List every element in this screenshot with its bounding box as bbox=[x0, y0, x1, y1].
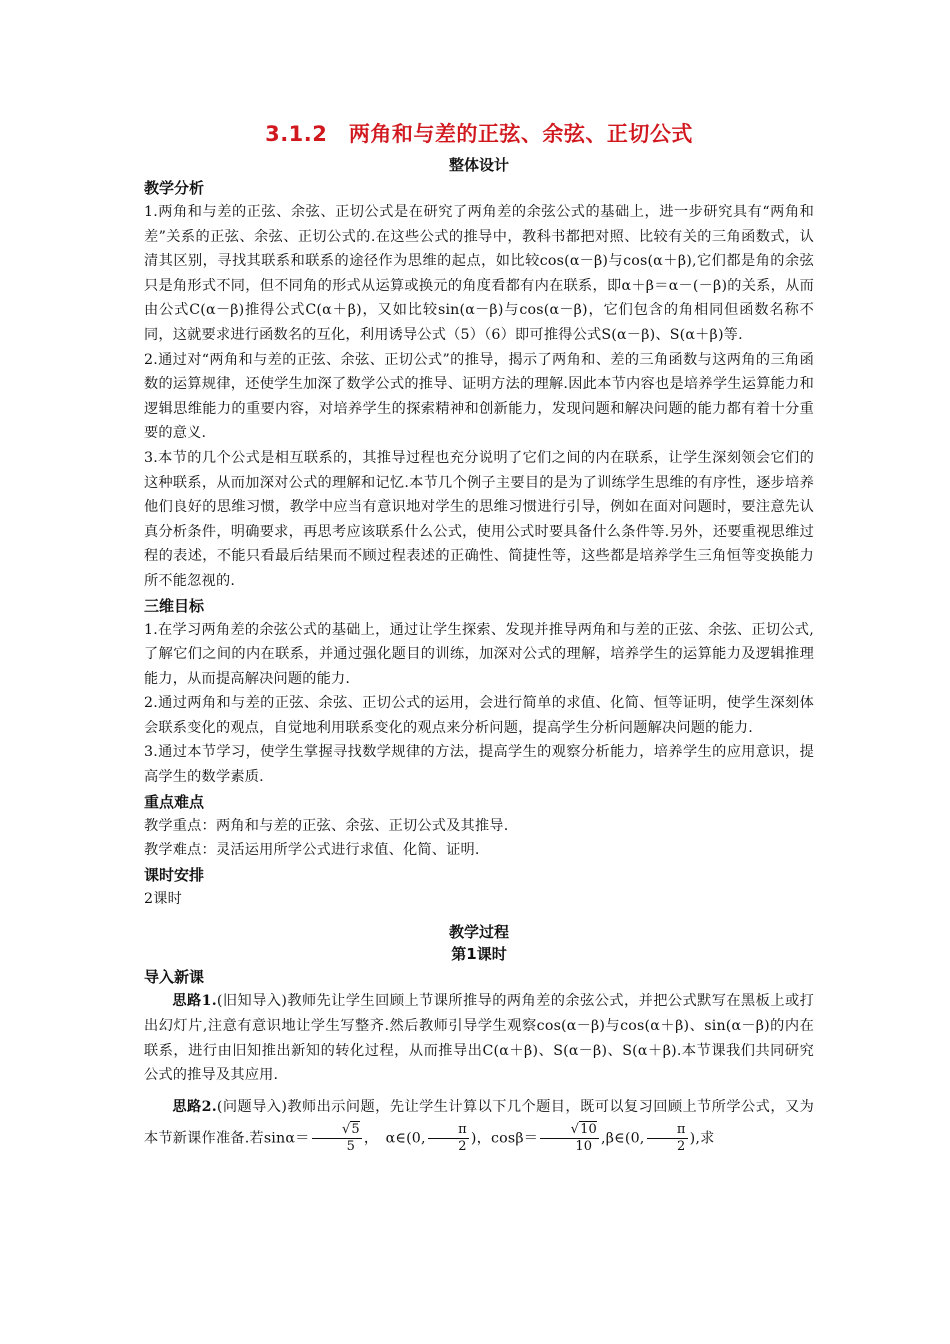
analysis-paragraph-3: 3.本节的几个公式是相互联系的，其推导过程也充分说明了它们之间的内在联系，让学生深刻领会它们的这种联系，从而加深对公式的理解和记忆.本节几个例子主要目的是为了训练学生思维的有序性，逐步培养他们良好的思维习惯，教学中应当有意识地对学生的思维习惯进行引导，例如在面对问题时，要注意先认真分析条件，明确要求，再思考应该联系什么公式，使用公式时要具备什么条件等.另外，还要重视思维过程的表述，不能只看最后结果而不顾过程表述的正确性、简捷性等，这些都是培养学生三角恒等变换能力所不能忽视的. bbox=[144, 449, 814, 589]
goals-paragraph-3: 3.通过本节学习，使学生掌握寻找数学规律的方法，提高学生的观察分析能力，培养学生的应用意识，提高学生的数学素质. bbox=[144, 744, 814, 786]
goals-paragraph-2: 2.通过两角和与差的正弦、余弦、正切公式的运用，会进行简单的求值、化简、恒等证明，使学生深刻体会联系变化的观点，自觉地利用联系变化的观点来分析问题，提高学生分析问题解决问题的能力. bbox=[144, 695, 814, 736]
schedule-heading: 课时安排 bbox=[144, 865, 205, 884]
key-points-heading: 重点难点 bbox=[144, 792, 205, 811]
idea-1-label: 思路1. bbox=[172, 993, 217, 1010]
intro-heading: 导入新课 bbox=[144, 968, 205, 987]
process-heading: 教学过程 bbox=[448, 923, 509, 942]
overall-design-heading: 整体设计 bbox=[448, 156, 509, 174]
key-point-focus: 教学重点：两角和与差的正弦、余弦、正切公式及其推导. bbox=[144, 817, 509, 834]
alpha-range: ， α∈(0, bbox=[363, 1130, 426, 1147]
analysis-paragraph-1: 1.两角和与差的正弦、余弦、正切公式是在研究了两角差的余弦公式的基础上，进一步研究具有“两角和差”关系的正弦、余弦、正切公式的.在这些公式的推导中，教科书都把对照、比较有关的三角函数式，认清其区别，寻找其联系和联系的途径作为思维的起点，如比较cos(α－β)与cos(α＋β),它们都是角的余弦只是角形式不同，但不同角的形式从运算或换元的角度看都有内在联系，即α＋β＝α－(－β)的关系，从而由公式C(α－β)推得公式C(α＋β)，又如比较sin(α－β)与cos(α－β)，它们包含的角相同但函数名称不同，这就要求进行函数名的互化，利用诱导公式（5）（6）即可推得公式S(α－β)、S(α＋β)等. bbox=[144, 204, 814, 343]
cos-beta-lhs: cosβ＝ bbox=[491, 1130, 539, 1147]
idea-2-label: 思路2. bbox=[172, 1098, 217, 1115]
idea-1-text: (旧知导入)教师先让学生回顾上节课所推导的两角差的余弦公式，并把公式默写在黑板上或打出幻灯片,注意有意识地让学生写整齐.然后教师引导学生观察cos(α－β)与cos(α＋β)、sin(α－β)的内在联系，进行由旧知推出新知的转化过程，从而推导出C(α＋β)、S(α－β)、S(α＋β).本节课我们共同研究公式的推导及其应用. bbox=[144, 993, 814, 1084]
document-page bbox=[144, 118, 814, 1155]
goals-heading: 三维目标 bbox=[144, 596, 205, 615]
analysis-paragraph-2: 2.通过对“两角和与差的正弦、余弦、正切公式”的推导，揭示了两角和、差的三角函数与这两角的三角函数的运算规律，还使学生加深了数学公式的推导、证明方法的理解.因此本节内容也是培养学生运算能力和逻辑思维能力的重要内容，对培养学生的探索精神和创新能力，发现问题和解决问题的能力都有着十分重要的意义. bbox=[144, 351, 814, 442]
lesson-label: 第1课时 bbox=[451, 945, 507, 964]
cos-beta-fraction: $\frac{√10}{10}$ bbox=[540, 1122, 599, 1155]
key-point-difficulty: 教学难点：灵活运用所学公式进行求值、化简、证明. bbox=[144, 842, 480, 859]
beta-range: ,β∈(0, bbox=[601, 1130, 645, 1147]
idea-1-paragraph bbox=[144, 989, 814, 1087]
pi-over-two-2: $\frac{\pi}{2}$ bbox=[647, 1122, 688, 1155]
pi-over-two-1: $\frac{\pi}{2}$ bbox=[428, 1122, 469, 1155]
schedule-text: 2课时 bbox=[144, 890, 183, 907]
document-title: 3.1.2 两角和与差的正弦、余弦、正切公式 bbox=[265, 122, 693, 146]
analysis-heading: 教学分析 bbox=[144, 179, 205, 197]
goals-paragraph-1: 1.在学习两角差的余弦公式的基础上，通过让学生探索、发现并推导两角和与差的正弦、余弦、正切公式,了解它们之间的内在联系，并通过强化题目的训练，加深对公式的理解，培养学生的运算能力及逻辑推理能力，从而提高解决问题的能力. bbox=[144, 621, 814, 687]
sin-alpha-lhs: sinα＝ bbox=[263, 1130, 310, 1147]
idea-2-text: (问题导入)教师出示问题，先让学生计算以下几个题目，既可以复习回顾上节所学公式，又为本节新课作准备.若 bbox=[144, 1098, 814, 1147]
sin-alpha-fraction: $\frac{√5}{5}$ bbox=[312, 1122, 362, 1155]
idea-2-paragraph: 思路2.(问题导入)教师出示问题，先让学生计算以下几个题目，既可以复习回顾上节所学公式，又为本节新课作准备.若sinα＝ $\frac{√5}{5}$ ， α∈(0, $\frac{\pi}{2}$ )，cosβ＝ $\frac{√10}{10}$ ,β∈(0, $\frac{\pi}{2}$ ),求 bbox=[144, 1098, 814, 1154]
